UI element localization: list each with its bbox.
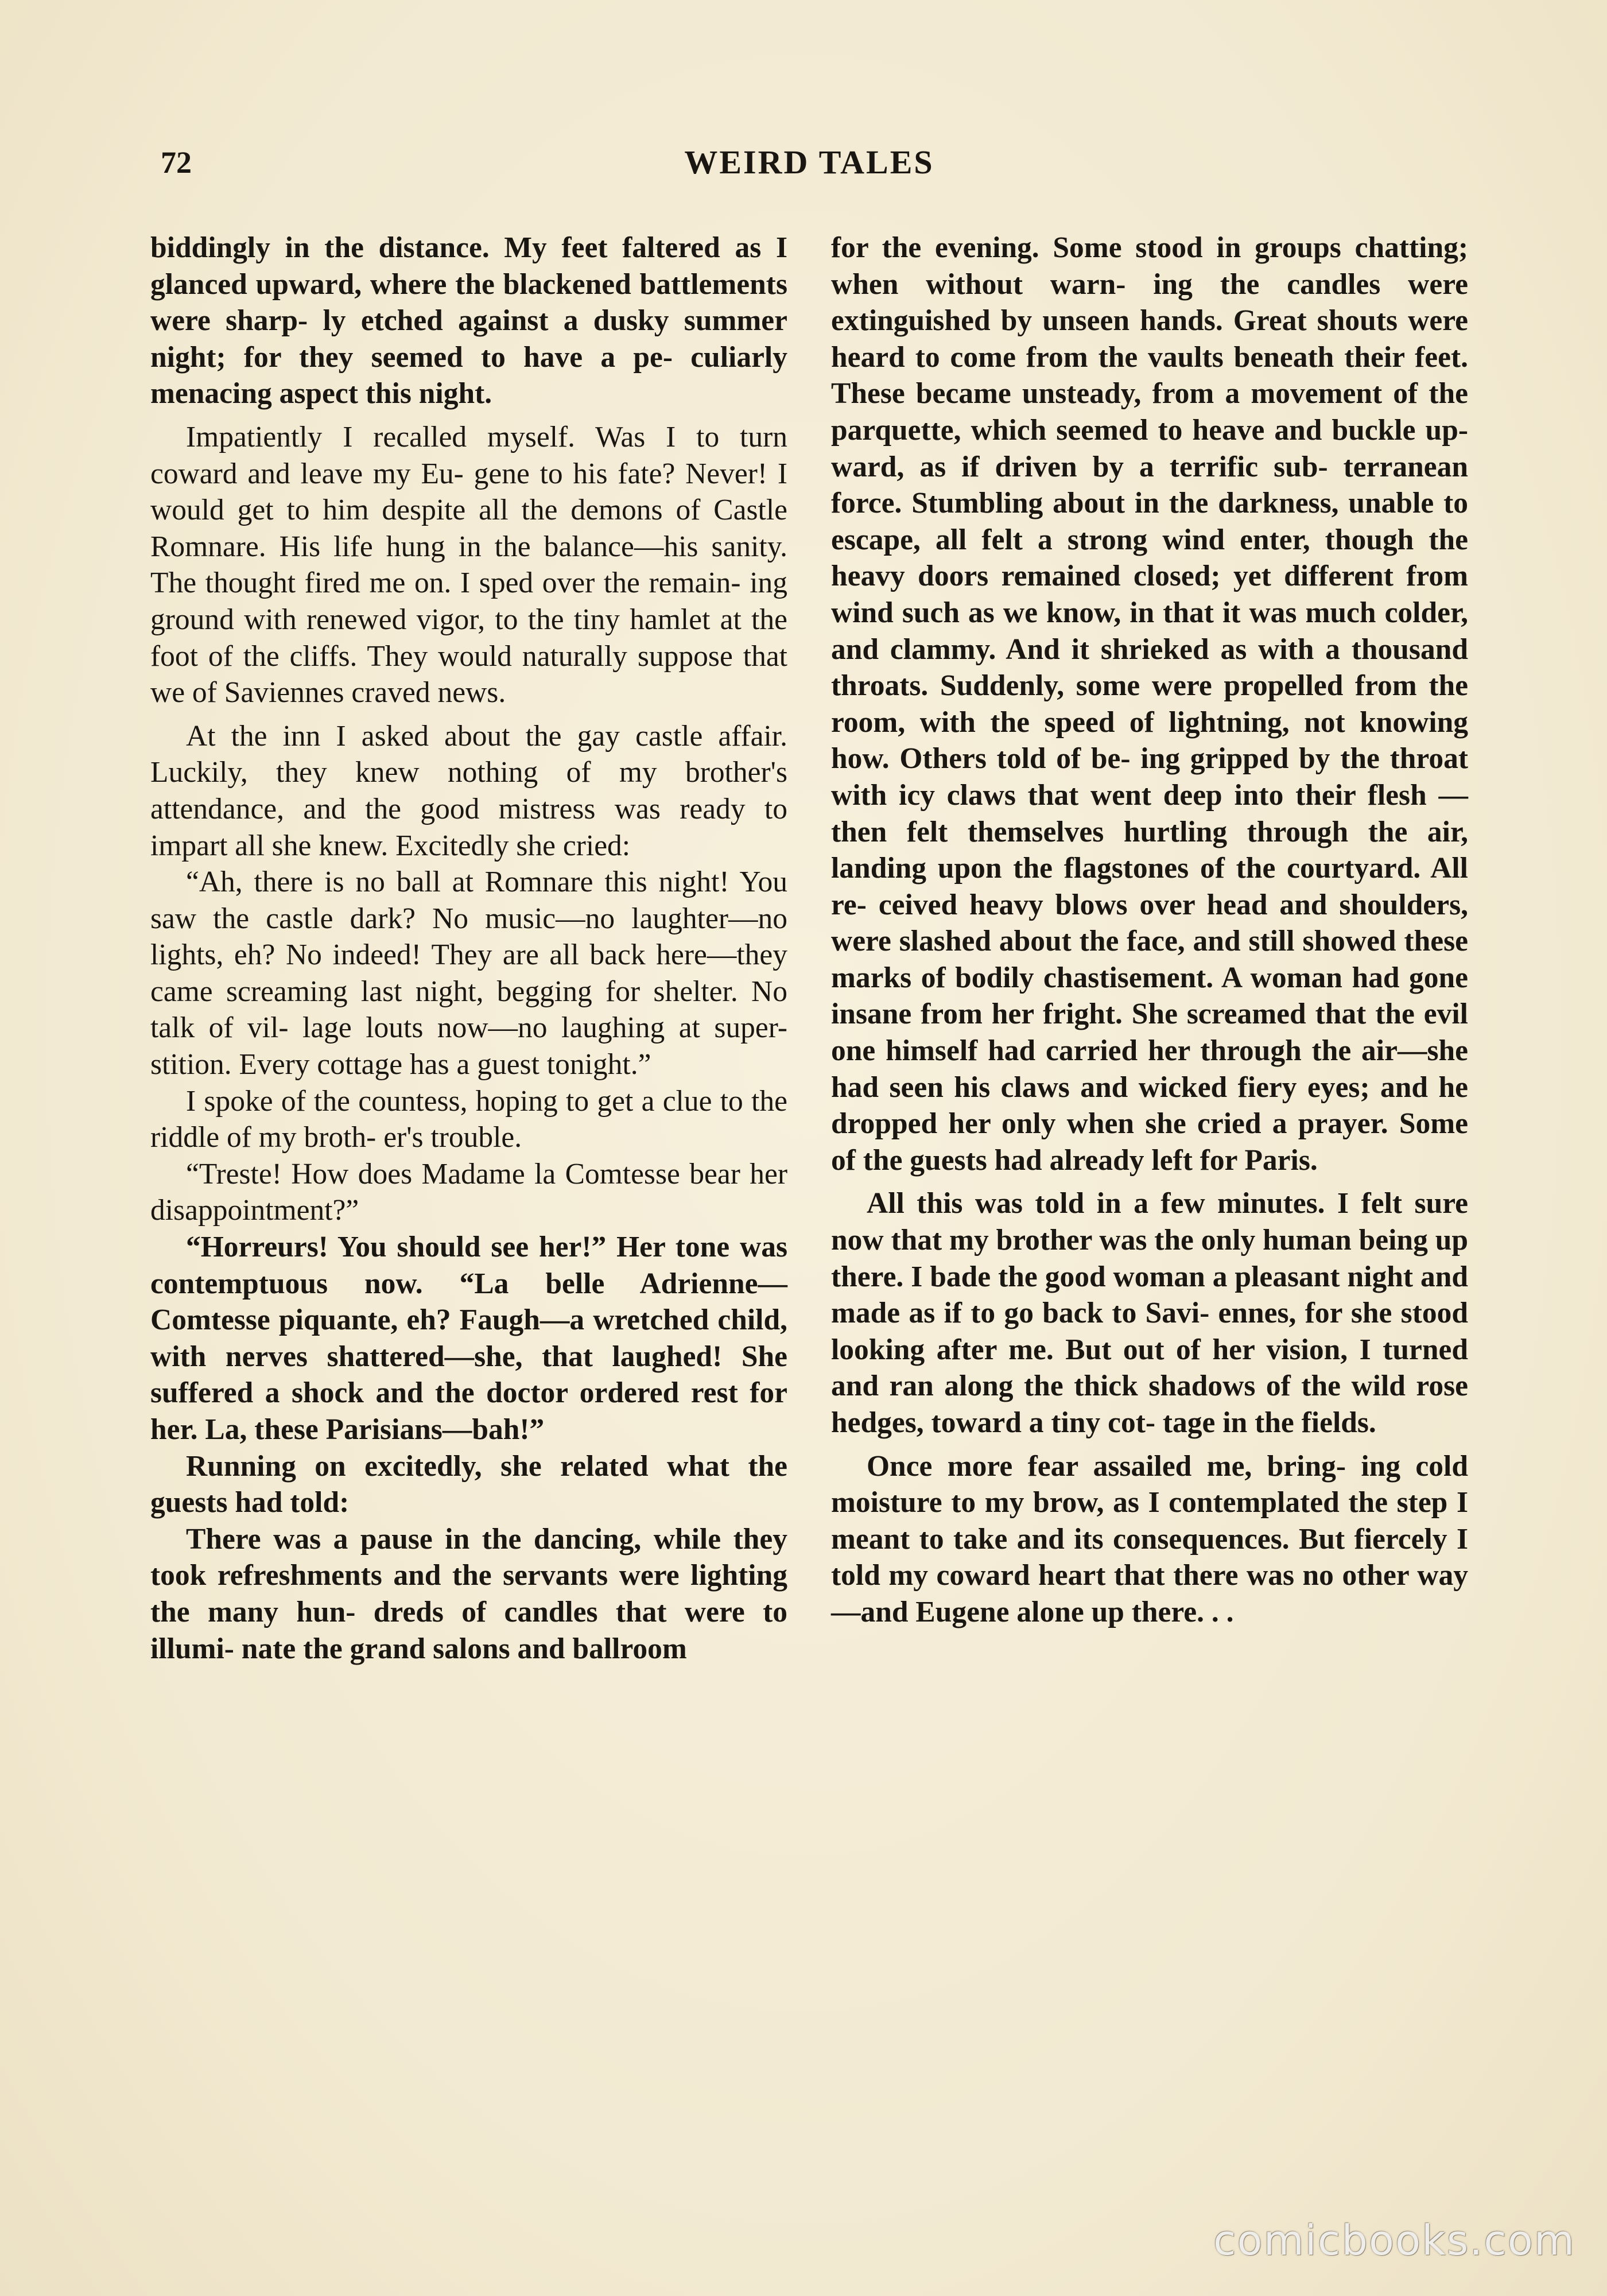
paragraph: Once more fear assailed me, bring- ing cold moisture to my brow, as I contemplated the step I meant to take and its consequences. But fiercely I told my coward heart that there was no other way—and Eugene alone up there. . . <box>831 1449 1468 1628</box>
paragraph: Impatiently I recalled myself. Was I to turn coward and leave my Eu- gene to his fate? Never! I would get to him despite all the demons of Castle Romnare. His life hung in the balance—his sanity. The thought fired me on. I sped over the remain- ing ground with renewed vigor, to the tiny hamlet at the foot of the cliffs. They would naturally suppose that we of Saviennes craved news. <box>150 420 787 709</box>
paragraph: biddingly in the distance. My feet faltered as I glanced upward, where the blackened battlements were sharp- ly etched against a dusky summer night; for they seemed to have a pe- culiarly menacing aspect this night. <box>150 231 787 410</box>
paragraph: “Ah, there is no ball at Romnare this night! You saw the castle dark? No music—no laughter—no lights, eh? No indeed! They are all back here—they came screaming last night, begging for shelter. No talk of vil- lage louts now—no laughing at super- stition. Every cottage has a guest tonight.” <box>150 866 787 1081</box>
watermark: comicbooks.com <box>1213 2216 1575 2264</box>
paragraph: I spoke of the countess, hoping to get a clue to the riddle of my broth- er's trouble. <box>150 1084 787 1154</box>
paragraph: All this was told in a few minutes. I felt sure now that my brother was the only human being up there. I bade the good woman a pleasant night and made as if to go back to Savi- ennes, for she stood looking after me. But out of her vision, I turned and ran along the thick shadows of the wild rose hedges, toward a tiny cot- tage in the fields. <box>831 1187 1468 1439</box>
paragraph: for the evening. Some stood in groups chatting; when without warn- ing the candles were extinguished by unseen hands. Great shouts were heard to come from the vaults beneath their feet. These became unsteady, from a movement of the parquette, which seemed to heave and buckle up- ward, as if driven by a terrific sub- terranean force. Stumbling about in the darkness, unable to escape, all felt a strong wind enter, though the heavy doors remained closed; yet different from wind such as we know, in that it was much colder, and clammy. And it shrieked as with a thousand throats. Suddenly, some were propelled from the room, with the speed of lightning, not knowing how. Others told of be- ing gripped by the throat with icy claws that went deep into their flesh —then felt themselves hurtling through the air, landing upon the flagstones of the courtyard. All re- ceived heavy blows over head and shoulders, were slashed about the face, and still showed these marks of bodily chastisement. A woman had gone insane from her fright. She screamed that the evil one himself had carried her through the air—she had seen his claws and wicked fiery eyes; and he dropped her only when she cried a prayer. Some of the guests had already left for Paris. <box>831 231 1468 1177</box>
paragraph: Running on excitedly, she related what the guests had told: <box>150 1449 787 1519</box>
paragraph: At the inn I asked about the gay castle affair. Luckily, they knew nothing of my brother's attendance, and the good mistress was ready to impart all she knew. Excitedly she cried: <box>150 719 787 862</box>
page-header <box>155 137 1464 188</box>
right-column <box>831 230 1468 1631</box>
paragraph: There was a pause in the dancing, while they took refreshments and the servants were lighting the many hun- dreds of candles that were to illumi- nate the grand salons and ballroom <box>150 1522 787 1665</box>
left-column <box>150 230 787 1667</box>
running-head: WEIRD TALES <box>684 144 934 181</box>
page-number: 72 <box>161 145 192 180</box>
paragraph: “Treste! How does Madame la Comtesse bear her disappointment?” <box>150 1157 787 1227</box>
paragraph: “Horreurs! You should see her!” Her tone was contemptuous now. “La belle Adrienne—Comtesse piquante, eh? Faugh—a wretched child, with nerves shattered—she, that laughed! She suffered a shock and the doctor ordered rest for her. La, these Parisians—bah!” <box>150 1231 787 1446</box>
